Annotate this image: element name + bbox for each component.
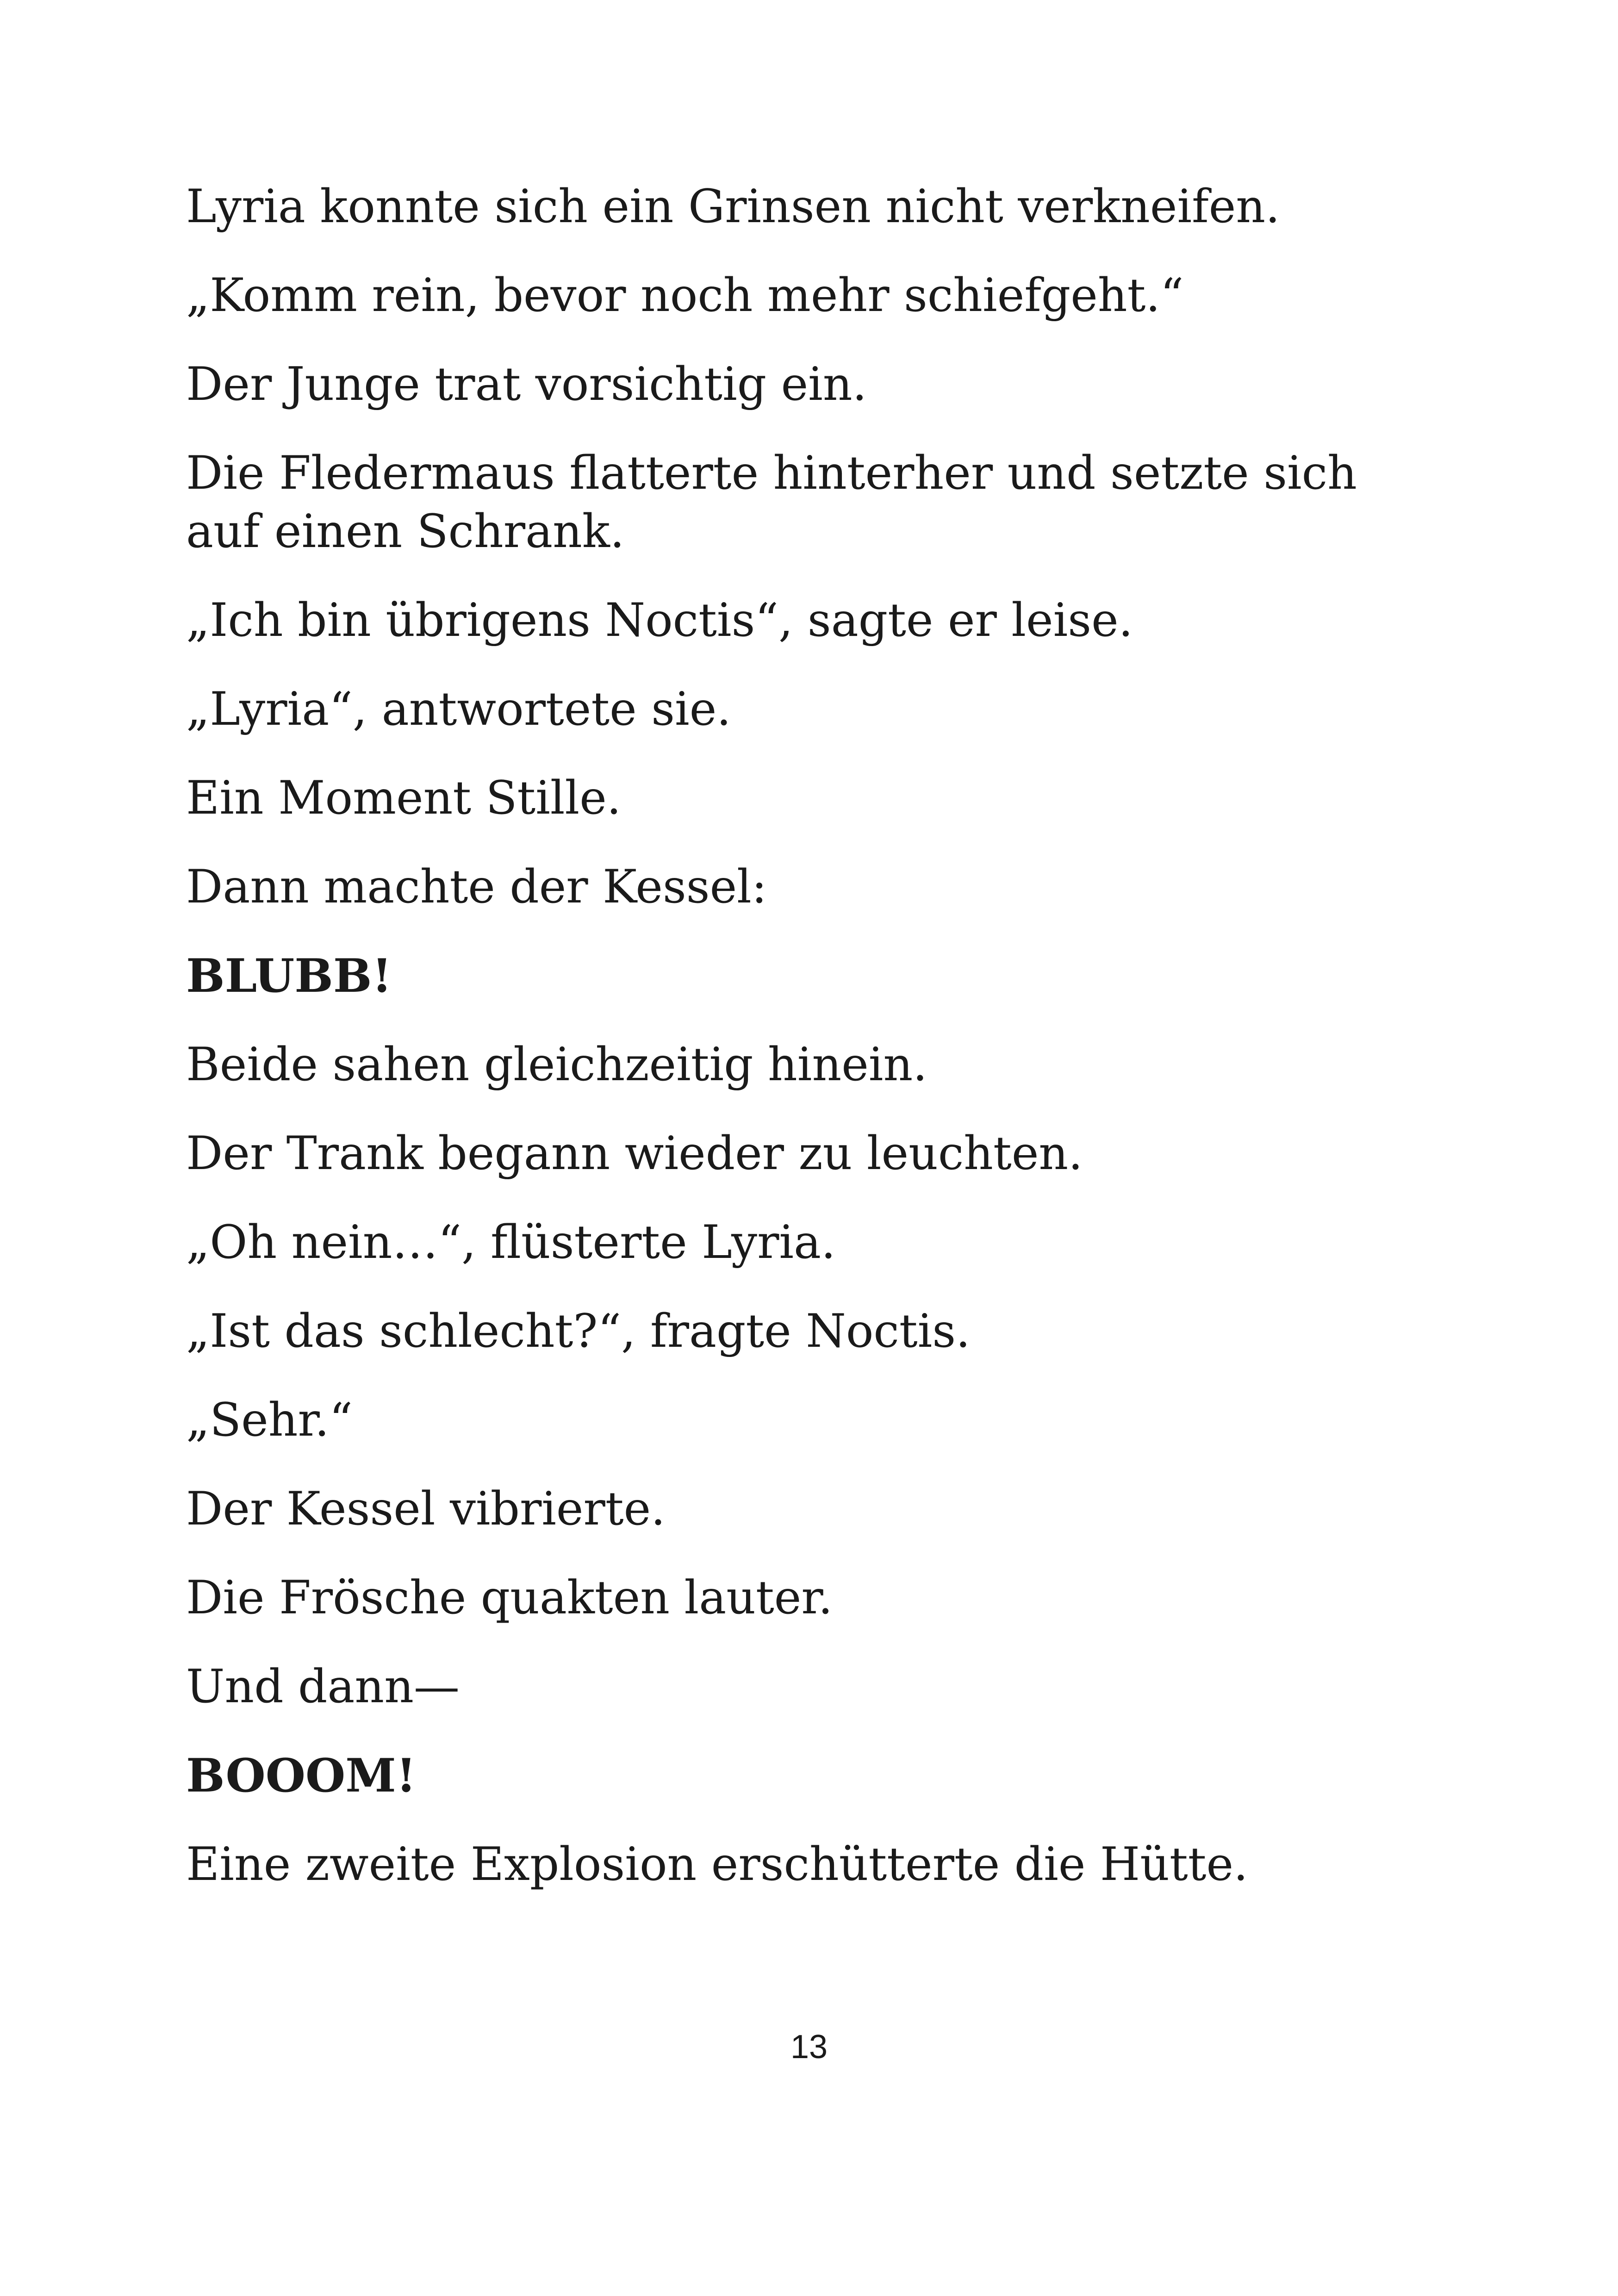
paragraph: „Komm rein, bevor noch mehr schiefgeht.“ [186, 269, 1184, 322]
paragraph: Der Junge trat vorsichtig ein. [186, 358, 867, 411]
paragraph: „Ist das schlecht?“, fragte Noctis. [186, 1305, 971, 1358]
paragraph: Der Trank begann wieder zu leuchten. [186, 1127, 1083, 1180]
paragraph: Eine zweite Explosion erschütterte die Hütte. [186, 1838, 1248, 1891]
paragraph: Beide sahen gleichzeitig hinein. [186, 1038, 927, 1091]
paragraph: „Lyria“, antwortete sie. [186, 683, 731, 736]
paragraph: Der Kessel vibrierte. [186, 1482, 666, 1536]
paragraph: Ein Moment Stille. [186, 772, 622, 825]
page-number: 13 [790, 2028, 828, 2066]
paragraph: Und dann— [186, 1660, 460, 1713]
paragraph: „Sehr.“ [186, 1394, 353, 1447]
sound-effect-heading: BOOOM! [186, 1749, 417, 1803]
paragraph: Die Fledermaus flatterte hinterher und setzte sich auf einen Schrank. [186, 447, 1357, 558]
body-text [186, 178, 1436, 1924]
paragraph: Dann machte der Kessel: [186, 860, 767, 914]
paragraph: „Ich bin übrigens Noctis“, sagte er leise. [186, 594, 1133, 647]
paragraph: Die Frösche quakten lauter. [186, 1571, 833, 1624]
sound-effect-heading: BLUBB! [186, 949, 392, 1003]
paragraph: „Oh nein…“, flüsterte Lyria. [186, 1216, 836, 1269]
paragraph: Lyria konnte sich ein Grinsen nicht verkneifen. [186, 180, 1280, 233]
